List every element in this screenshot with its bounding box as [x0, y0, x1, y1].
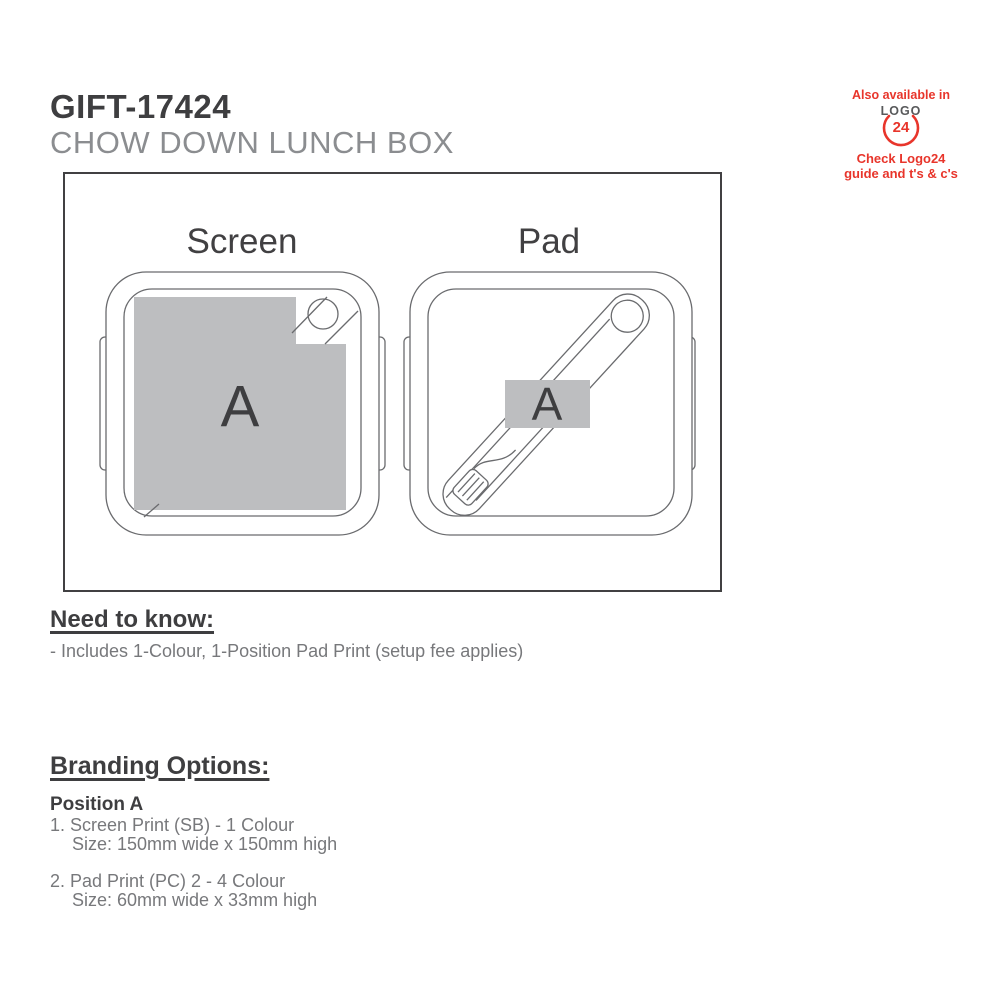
branding-option-line: 2. Pad Print (PC) 2 - 4 Colour	[50, 871, 286, 891]
product-sku: GIFT-17424	[50, 88, 232, 125]
lunchbox-pad-diagram	[403, 270, 701, 537]
branding-option-size: Size: 150mm wide x 150mm high	[72, 834, 338, 854]
cutlery-circle-icon	[308, 299, 338, 329]
branding-option-size: Size: 60mm wide x 33mm high	[72, 890, 318, 910]
logo24-available-text: Also available in	[852, 88, 950, 102]
branding-diagram-frame	[63, 172, 722, 592]
logo24-icon	[875, 104, 927, 150]
position-a-heading: Position A	[50, 794, 144, 815]
logo24-badge	[838, 88, 964, 181]
logo24-word: LOGO	[880, 104, 922, 118]
position-a-screen: A	[220, 374, 260, 440]
branding-option-line: 1. Screen Print (SB) - 1 Colour	[50, 815, 295, 835]
logo24-number: 24	[892, 119, 910, 136]
screen-print-label: Screen	[186, 222, 298, 261]
need-to-know-item: - Includes 1-Colour, 1-Position Pad Print (setup fee applies)	[50, 641, 524, 661]
branding-options-heading: Branding Options:	[50, 752, 270, 780]
product-name: CHOW DOWN LUNCH BOX	[50, 125, 454, 160]
pad-print-label: Pad	[517, 222, 581, 261]
logo24-check-line2: guide and t's & c's	[844, 165, 958, 181]
logo24-check-line1: Check Logo24	[856, 151, 946, 166]
lunchbox-screen-diagram	[99, 270, 391, 537]
position-a-pad: A	[531, 378, 563, 430]
need-to-know-heading: Need to know:	[50, 606, 215, 633]
